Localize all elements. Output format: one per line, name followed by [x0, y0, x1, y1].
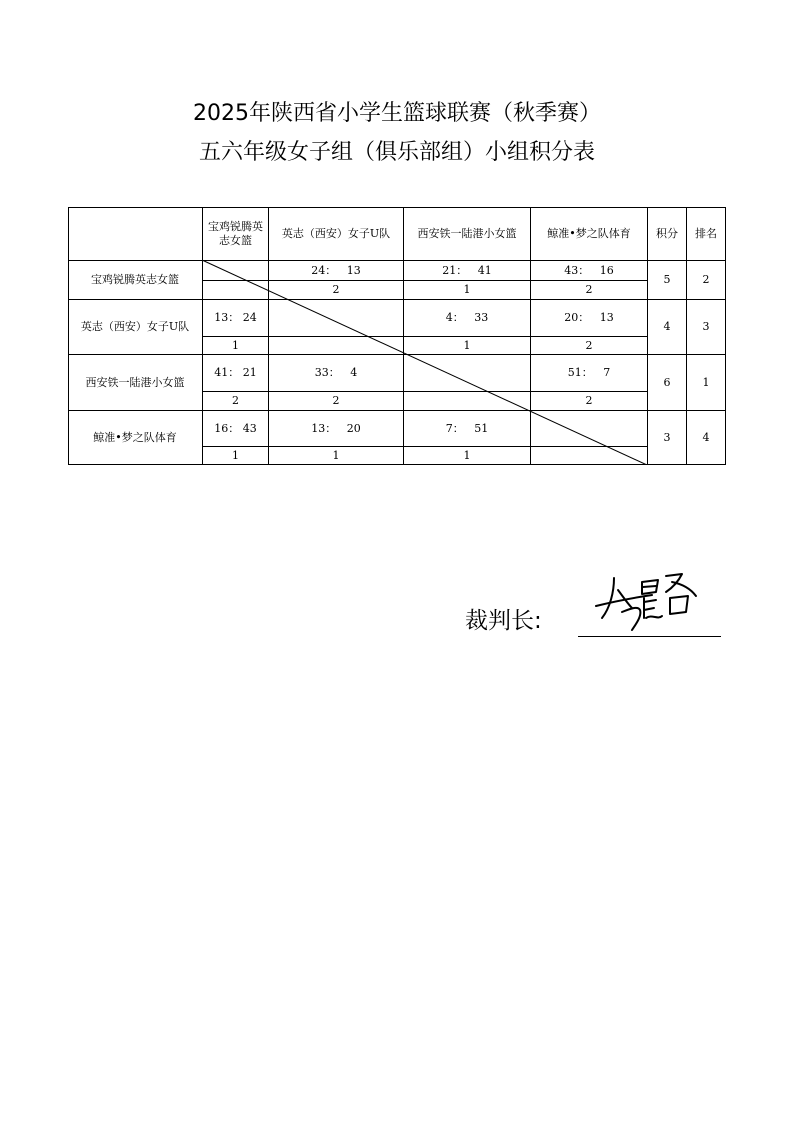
row-2-score-vs-1: 13： 24 — [214, 311, 257, 324]
row-3-pts-vs-2: 2 — [332, 394, 340, 407]
header-rank: 排名 — [695, 226, 717, 240]
signature-line — [578, 636, 721, 637]
row-4-score-vs-2: 13： 20 — [311, 421, 361, 435]
signature-image — [592, 568, 704, 632]
row-4-rank: 4 — [702, 430, 710, 444]
row-3-score-vs-4: 51： 7 — [567, 366, 611, 379]
title-line-1: 2025年陕西省小学生篮球联赛（秋季赛） — [193, 101, 601, 126]
row-1-score-vs-4: 43： 16 — [564, 263, 614, 277]
row-3-score-vs-2: 33： 4 — [314, 366, 358, 379]
row-1-team: 宝鸡锐腾英志女篮 — [91, 273, 179, 286]
row-3-score-vs-1: 41： 21 — [214, 366, 257, 379]
row-2-rank: 3 — [702, 320, 710, 333]
row-4-pts-vs-1: 1 — [232, 448, 239, 462]
header-team-1: 宝鸡锐腾英志女篮 — [208, 219, 263, 247]
row-2-pts-vs-3: 1 — [463, 338, 471, 352]
row-2-score-vs-3: 4： 33 — [445, 311, 489, 324]
row-4-score-vs-1: 16： 43 — [214, 421, 257, 435]
row-3-team: 西安铁一陆港小女篮 — [85, 375, 185, 389]
row-2-pts-vs-1: 1 — [232, 338, 239, 352]
row-4-score-vs-3: 7： 51 — [445, 421, 489, 435]
row-1-points: 5 — [663, 273, 671, 286]
row-1-pts-vs-3: 1 — [463, 283, 471, 296]
row-1-score-vs-3: 21： 41 — [442, 263, 492, 277]
row-2-points: 4 — [663, 320, 671, 333]
row-1-pts-vs-4: 2 — [585, 283, 593, 296]
row-4-points: 3 — [663, 430, 671, 444]
row-4-pts-vs-2: 1 — [332, 448, 340, 462]
chief-referee-label: 裁判长: — [465, 608, 542, 634]
row-4-pts-vs-3: 1 — [463, 448, 471, 462]
header-team-4: 鲸准•梦之队体育 — [547, 226, 631, 240]
row-2-score-vs-4: 20： 13 — [564, 311, 614, 324]
row-3-pts-vs-4: 2 — [585, 394, 593, 407]
header-team-2: 英志（西安）女子U队 — [281, 226, 391, 240]
row-2-pts-vs-4: 2 — [585, 338, 593, 352]
row-1-rank: 2 — [702, 273, 710, 286]
header-points: 积分 — [656, 226, 678, 240]
header-team-3: 西安铁一陆港小女篮 — [417, 226, 517, 240]
row-3-pts-vs-1: 2 — [232, 394, 239, 407]
standings-table — [68, 207, 726, 465]
row-1-pts-vs-2: 2 — [332, 283, 340, 296]
row-3-rank: 1 — [702, 375, 710, 389]
row-3-points: 6 — [663, 375, 671, 389]
row-4-team: 鲸准•梦之队体育 — [93, 430, 177, 444]
row-1-score-vs-2: 24： 13 — [311, 263, 361, 277]
row-2-team: 英志（西安）女子U队 — [80, 320, 190, 333]
title-line-2: 五六年级女子组（俱乐部组）小组积分表 — [198, 140, 595, 165]
